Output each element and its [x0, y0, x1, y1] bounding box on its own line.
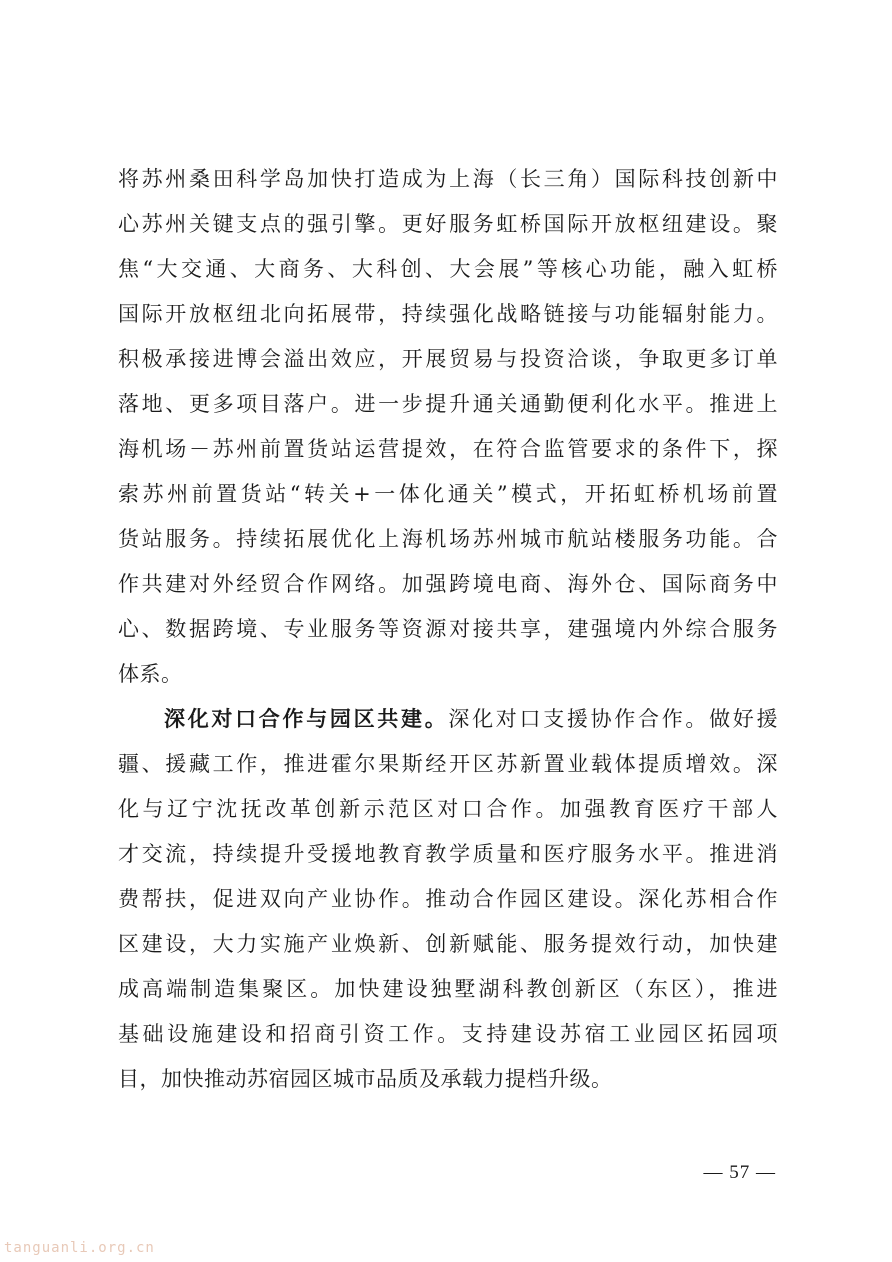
text-line: 作共建对外经贸合作网络。加强跨境电商、海外仓、国际商务中	[118, 572, 778, 596]
page-number: — 57 —	[703, 1162, 776, 1183]
text-line: 焦“大交通、大商务、大科创、大会展”等核心功能，融入虹桥	[118, 257, 778, 281]
text-line-rest: 深化对口支援协作合作。做好援	[448, 707, 778, 731]
text-line: 货站服务。持续拓展优化上海机场苏州城市航站楼服务功能。合	[118, 527, 778, 551]
text-line: 积极承接进博会溢出效应，开展贸易与投资洽谈，争取更多订单	[118, 347, 778, 371]
text-line: 索苏州前置货站“转关+一体化通关”模式，开拓虹桥机场前置	[118, 482, 778, 506]
text-line: 区建设，大力实施产业焕新、创新赋能、服务提效行动，加快建	[118, 932, 778, 956]
text-line: 海机场－苏州前置货站运营提效，在符合监管要求的条件下，探	[118, 437, 778, 461]
text-line: 将苏州桑田科学岛加快打造成为上海（长三角）国际科技创新中	[118, 167, 778, 191]
text-line: 基础设施建设和招商引资工作。支持建设苏宿工业园区拓园项	[118, 1022, 778, 1046]
watermark: tanguanli.org.cn	[4, 1240, 155, 1256]
text-line: 化与辽宁沈抚改革创新示范区对口合作。加强教育医疗干部人	[118, 797, 778, 821]
text-line: 落地、更多项目落户。进一步提升通关通勤便利化水平。推进上	[118, 392, 778, 416]
paragraph-lead-heading: 深化对口合作与园区共建。	[164, 707, 449, 731]
text-line: 国际开放枢纽北向拓展带，持续强化战略链接与功能辐射能力。	[118, 302, 778, 326]
text-line: 疆、援藏工作，推进霍尔果斯经开区苏新置业载体提质增效。深	[118, 752, 778, 776]
text-line: 心苏州关键支点的强引擎。更好服务虹桥国际开放枢纽建设。聚	[118, 212, 778, 236]
paragraph-1	[118, 157, 778, 697]
text-line-first	[118, 697, 778, 742]
text-line: 费帮扶，促进双向产业协作。推动合作园区建设。深化苏相合作	[118, 887, 778, 911]
text-line: 成高端制造集聚区。加快建设独墅湖科教创新区（东区），推进	[118, 977, 778, 1001]
body-text	[118, 157, 778, 1102]
text-line: 心、数据跨境、专业服务等资源对接共享，建强境内外综合服务	[118, 617, 778, 641]
text-line: 目，加快推动苏宿园区城市品质及承载力提档升级。	[118, 1067, 613, 1091]
paragraph-2	[118, 697, 778, 1102]
text-line: 体系。	[118, 662, 183, 686]
text-line: 才交流，持续提升受援地教育教学质量和医疗服务水平。推进消	[118, 842, 778, 866]
